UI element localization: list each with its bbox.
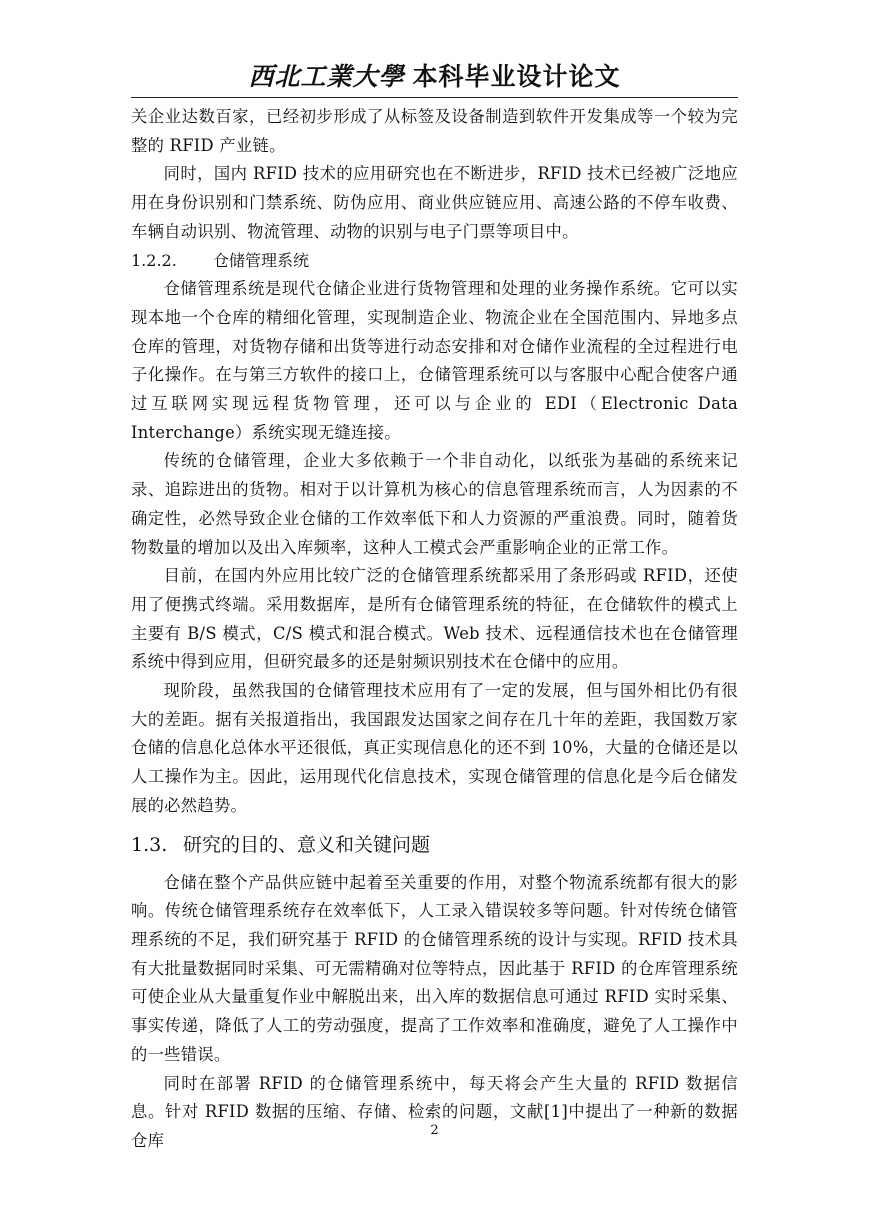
paragraph: 传统的仓储管理，企业大多依赖于一个非自动化，以纸张为基础的系统来记录、追踪进出的货物。相对于以计算机为核心的信息管理系统而言，人为因素的不确定性，必然导致企业仓储的工作效率低下和人力资源的严重浪费。同时，随着货物数量的增加以及出入库频率，这种人工模式会严重影响企业的正常工作。	[131, 451, 738, 557]
paragraph: 目前，在国内外应用比较广泛的仓储管理系统都采用了条形码或 RFID，还使用了便携式终端。采用数据库，是所有仓储管理系统的特征，在仓储软件的模式上主要有 B/S 模式，C/S 模式和混合模式。Web 技术、远程通信技术也在仓储管理系统中得到应用，但研究最多的还是射频识别技术在仓储中的应用。	[131, 566, 738, 672]
header-rule	[131, 97, 738, 98]
page-number: 2	[430, 1123, 439, 1138]
section-heading-1-2-2	[131, 247, 738, 276]
page-body	[131, 103, 738, 1156]
page-header	[131, 58, 738, 96]
paragraph: 同时在部署 RFID 的仓储管理系统中，每天将会产生大量的 RFID 数据信息。针对 RFID 数据的压缩、存储、检索的问题，文献[1]中提出了一种新的数据仓库	[131, 1073, 738, 1150]
section-heading-1-3	[131, 831, 738, 859]
paragraph: 仓储管理系统是现代仓储企业进行货物管理和处理的业务操作系统。它可以实现本地一个仓库的精细化管理，实现制造企业、物流企业在全国范围内、异地多点仓库的管理，对货物存储和出货等进行动态安排和对仓储作业流程的全过程进行电子化操作。在与第三方软件的接口上，仓储管理系统可以与客服中心配合使客户通过互联网实现远程货物管理，还可以与企业的 EDI（Electronic Data Interchange）系统实现无缝连接。	[131, 279, 738, 442]
header-title: 本科毕业设计论文	[412, 62, 621, 91]
section-number: 1.2.2.	[131, 250, 177, 270]
section-number: 1.3.	[131, 833, 168, 856]
paragraph: 关企业达数百家，已经初步形成了从标签及设备制造到软件开发集成等一个较为完整的 RFID 产业链。	[131, 107, 738, 155]
university-name: 西北工業大學	[248, 62, 405, 91]
paragraph: 仓储在整个产品供应链中起着至关重要的作用，对整个物流系统都有很大的影响。传统仓储管理系统存在效率低下，人工录入错误较多等问题。针对传统仓储管理系统的不足，我们研究基于 RFID 的仓储管理系统的设计与实现。RFID 技术具有大批量数据同时采集、可无需精确对位等特点，因此基于 RFID 的仓库管理系统可使企业从大量重复作业中解脱出来，出入库的数据信息可通过 RFID 实时采集、事实传递，降低了人工的劳动强度，提高了工作效率和准确度，避免了人工操作中的一些错误。	[131, 872, 738, 1064]
section-title: 研究的目的、意义和关键问题	[183, 833, 431, 856]
section-title: 仓储管理系统	[213, 250, 310, 270]
paragraph: 同时，国内 RFID 技术的应用研究也在不断进步，RFID 技术已经被广泛地应用在身份识别和门禁系统、防伪应用、商业供应链应用、高速公路的不停车收费、车辆自动识别、物流管理、动物的识别与电子门票等项目中。	[131, 164, 738, 241]
paragraph: 现阶段，虽然我国的仓储管理技术应用有了一定的发展，但与国外相比仍有很大的差距。据有关报道指出，我国跟发达国家之间存在几十年的差距，我国数万家仓储的信息化总体水平还很低，真正实现信息化的还不到 10%，大量的仓储还是以人工操作为主。因此，运用现代化信息技术，实现仓储管理的信息化是今后仓储发展的必然趋势。	[131, 681, 738, 815]
